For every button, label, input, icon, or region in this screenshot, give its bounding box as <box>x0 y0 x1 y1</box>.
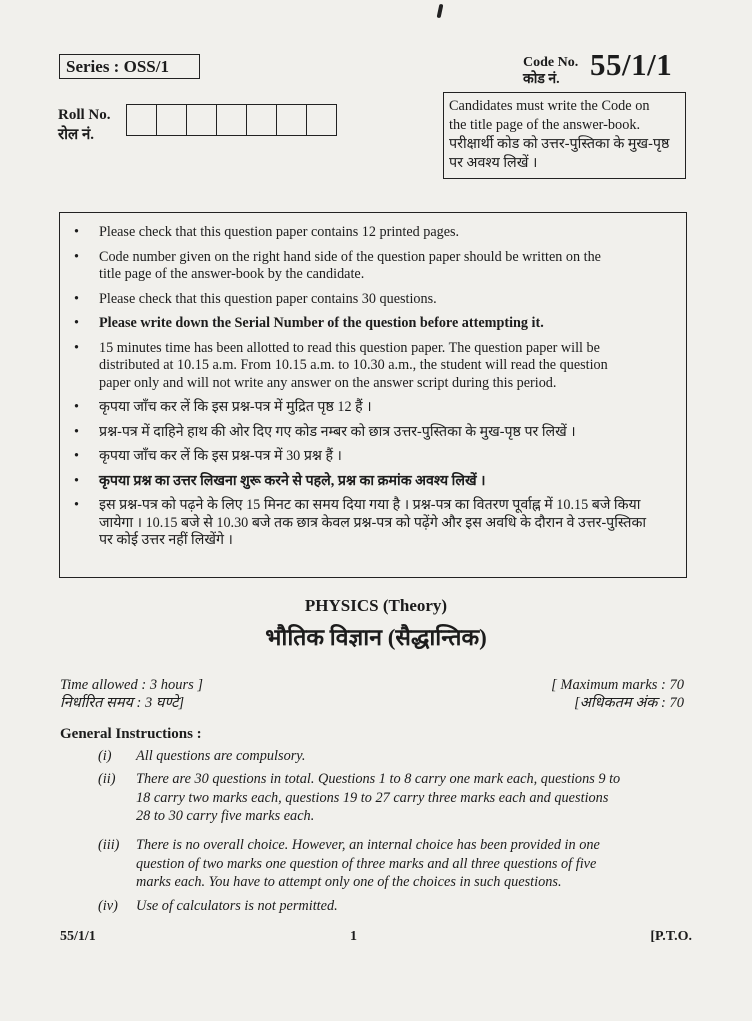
code-label <box>523 54 578 88</box>
bullet-icon: • <box>74 399 79 415</box>
item-text-line: 28 to 30 carry five marks each. <box>136 808 315 824</box>
item-number: (ii) <box>98 771 116 787</box>
item-number: (i) <box>98 748 112 764</box>
instruction-text: कृपया जाँच कर लें कि इस प्रश्न-पत्र में 30 प्रश्न हैं । <box>99 448 342 464</box>
instruction-item <box>72 291 678 309</box>
general-instructions-heading: General Instructions : <box>60 726 202 742</box>
instruction-item <box>72 224 678 242</box>
bullet-icon: • <box>74 339 79 356</box>
bullet-icon: • <box>74 290 79 307</box>
roll-number-box[interactable] <box>306 104 337 136</box>
maximum-marks <box>551 676 684 712</box>
roll-number-box[interactable] <box>156 104 187 136</box>
item-text-line: marks each. You have to attempt only one of the choices in such questions. <box>136 874 562 890</box>
time-allowed-hi: निर्धारित समय : 3 घण्टे] <box>60 695 185 711</box>
roll-label-hi: रोल नं. <box>58 127 95 143</box>
footer-code: 55/1/1 <box>60 929 96 944</box>
candidate-note-line: Candidates must write the Code on <box>449 98 650 114</box>
roll-number-box[interactable] <box>186 104 217 136</box>
candidate-code-note <box>443 92 686 179</box>
roll-label <box>58 105 111 145</box>
subject-title-en: PHYSICS (Theory) <box>304 596 448 615</box>
instruction-item <box>72 424 678 442</box>
instruction-item <box>72 497 678 550</box>
item-text <box>136 770 749 826</box>
maximum-marks-hi: [अधिकतम अंक : 70 <box>574 695 684 711</box>
instruction-item <box>72 315 678 333</box>
bullet-icon: • <box>74 224 79 240</box>
roll-number-box[interactable] <box>126 104 157 136</box>
roll-label-en: Roll No. <box>58 107 111 123</box>
item-number: (iii) <box>98 837 120 853</box>
candidate-note-line: पर अवश्य लिखें । <box>449 155 538 171</box>
instruction-text: paper only and will not write any answer on the answer script during this period. <box>99 374 557 391</box>
item-text-line: question of two marks one question of three marks and all three questions of five <box>136 855 597 872</box>
instruction-item <box>72 249 678 284</box>
instructions-list <box>72 224 678 550</box>
item-text-line: All questions are compulsory. <box>136 748 306 764</box>
roll-number-box[interactable] <box>276 104 307 136</box>
instruction-text: प्रश्न-पत्र में दाहिने हाथ की ओर दिए गए कोड नम्बर को छात्र उत्तर-पुस्तिका के मुख-पृष्ठ पर लिखें । <box>99 423 576 440</box>
series-label: Series : OSS/1 <box>59 54 200 79</box>
page-number: 1 <box>350 929 357 944</box>
bullet-icon: • <box>74 315 79 331</box>
time-allowed <box>60 676 203 712</box>
instruction-text: Please write down the Serial Number of the question before attempting it. <box>99 315 544 331</box>
instruction-item <box>72 448 678 466</box>
instruction-text: Code number given on the right hand side of the question paper should be written on the <box>99 248 601 265</box>
instruction-item <box>72 340 678 393</box>
bullet-icon: • <box>74 423 79 440</box>
instruction-text: Please check that this question paper contains 12 printed pages. <box>99 224 460 240</box>
code-number: 55/1/1 <box>590 47 673 82</box>
code-label-hi: कोड नं. <box>523 72 560 87</box>
item-text-line: There are 30 questions in total. Questions 1 to 8 carry one mark each, questions 9 to <box>136 771 621 787</box>
instruction-text: 15 minutes time has been allotted to read this question paper. The question paper will be <box>99 339 600 356</box>
code-label-en: Code No. <box>523 55 579 70</box>
item-number: (iv) <box>98 898 118 914</box>
item-text <box>136 747 749 766</box>
instruction-item <box>72 473 678 491</box>
bullet-icon: • <box>74 497 79 513</box>
instruction-item <box>72 399 678 417</box>
bullet-icon: • <box>74 248 79 265</box>
time-allowed-en: Time allowed : 3 hours ] <box>60 677 203 693</box>
maximum-marks-en: [ Maximum marks : 70 <box>551 677 684 693</box>
bullet-icon: • <box>74 448 79 464</box>
instructions-box <box>59 212 687 578</box>
subject-title-hi: भौतिक विज्ञान (सैद्धान्तिक) <box>265 625 487 650</box>
instruction-text: पर कोई उत्तर नहीं लिखेंगे । <box>99 532 233 548</box>
scan-mark <box>437 4 444 19</box>
item-text <box>136 897 749 916</box>
instruction-text: distributed at 10.15 a.m. From 10.15 a.m. to 10.30 a.m., the student will read the question <box>99 357 608 373</box>
roll-number-box[interactable] <box>246 104 277 136</box>
roll-number-boxes <box>126 104 336 136</box>
instruction-text: Please check that this question paper contains 30 questions. <box>99 290 437 307</box>
candidate-note-line: the title page of the answer-book. <box>449 117 641 133</box>
instruction-text: जायेगा । 10.15 बजे से 10.30 बजे तक छात्र केवल प्रश्न-पत्र को पढ़ेंगे और इस अवधि के दौरान वे उत्तर-पुस्तिका <box>99 514 647 531</box>
instruction-text: कृपया जाँच कर लें कि इस प्रश्न-पत्र में मुद्रित पृष्ठ 12 हैं । <box>99 399 372 415</box>
item-text <box>136 836 749 892</box>
instruction-text: कृपया प्रश्न का उत्तर लिखना शुरू करने से पहले, प्रश्न का क्रमांक अवश्य लिखें । <box>99 472 486 489</box>
pto-label: [P.T.O. <box>650 929 692 944</box>
roll-number-box[interactable] <box>216 104 247 136</box>
instruction-text: title page of the answer-book by the candidate. <box>99 266 365 282</box>
item-text-line: There is no overall choice. However, an internal choice has been provided in one <box>136 837 600 853</box>
instruction-text: इस प्रश्न-पत्र को पढ़ने के लिए 15 मिनट का समय दिया गया है । प्रश्न-पत्र का वितरण पूर्वाह्न में 10.15 बजे किया <box>99 497 641 513</box>
item-text-line: Use of calculators is not permitted. <box>136 898 338 914</box>
item-text-line: 18 carry two marks each, questions 19 to 27 carry three marks each and questions <box>136 789 609 806</box>
bullet-icon: • <box>74 472 79 489</box>
candidate-note-line: परीक्षार्थी कोड को उत्तर-पुस्तिका के मुख-पृष्ठ <box>449 136 670 152</box>
